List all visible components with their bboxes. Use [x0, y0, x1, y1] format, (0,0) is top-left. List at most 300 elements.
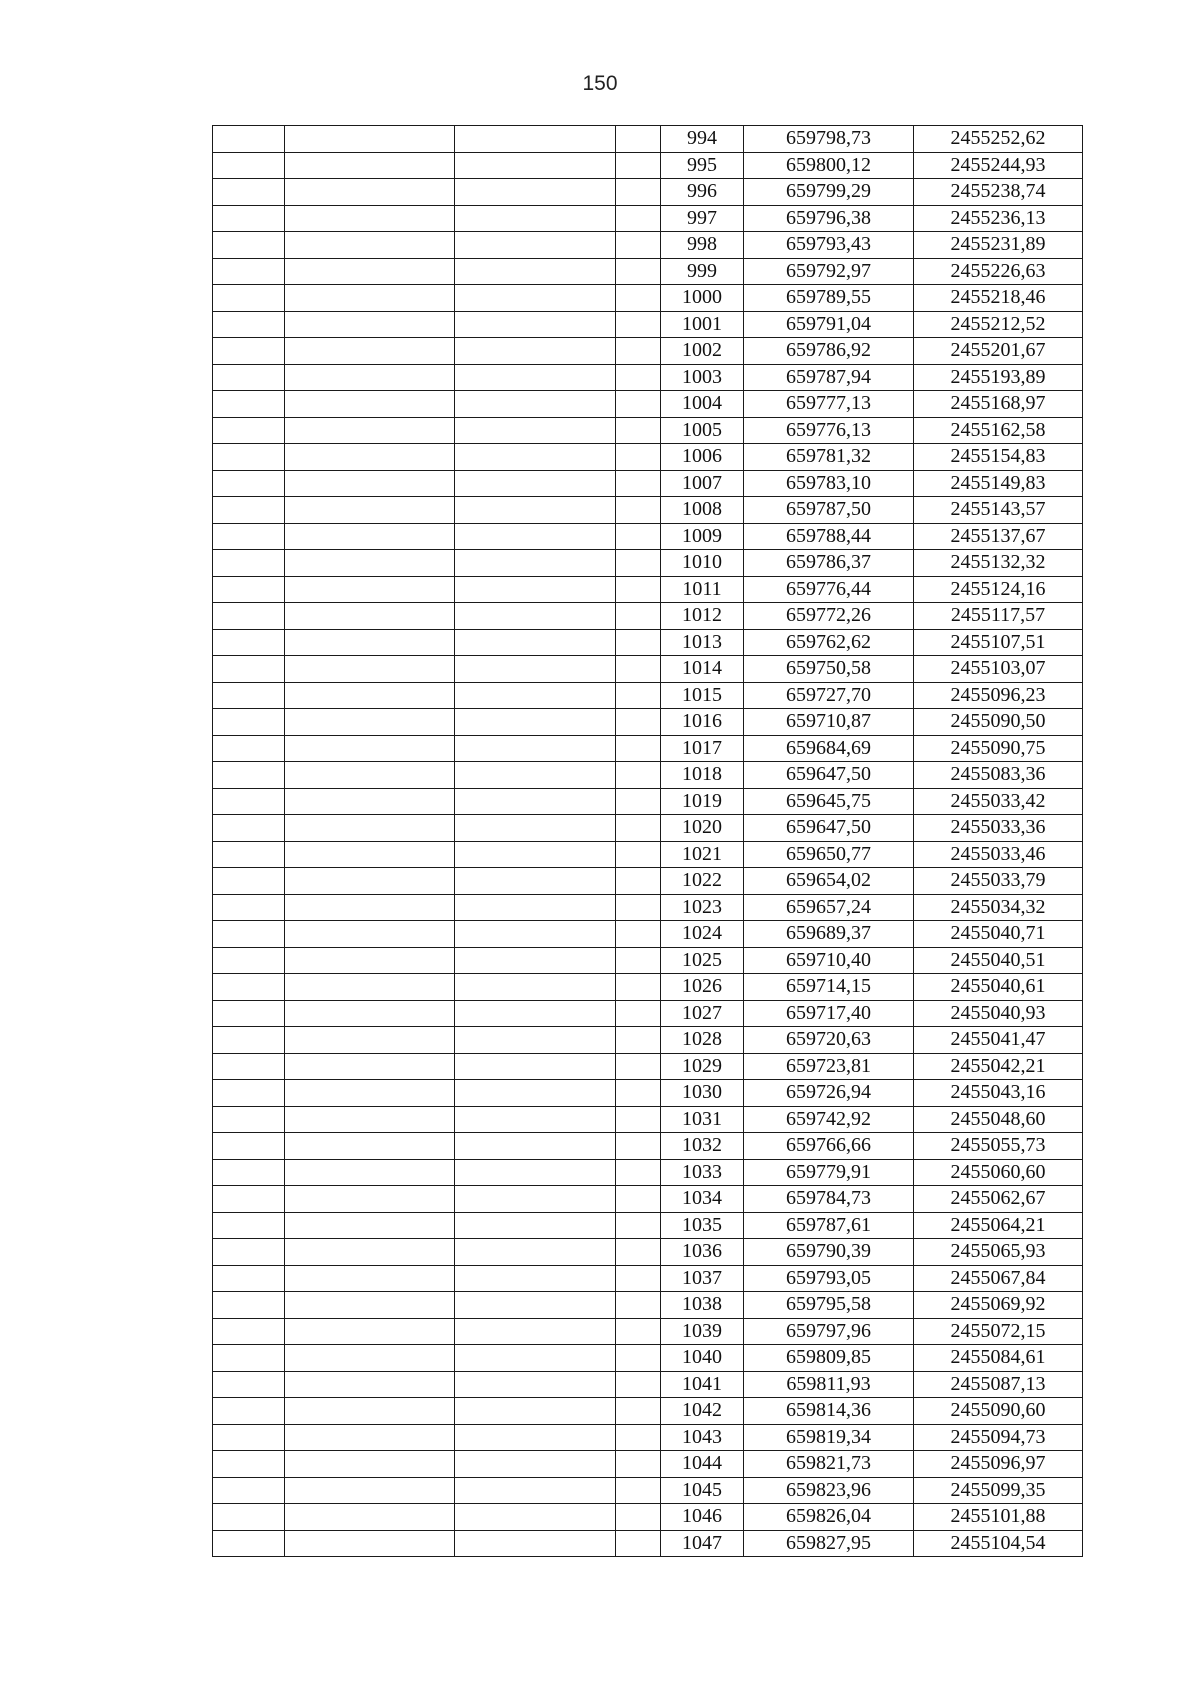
table-row [213, 735, 1083, 762]
point-number-cell: 1000 [661, 285, 744, 312]
empty-cell [213, 391, 285, 418]
empty-cell [285, 338, 455, 365]
empty-cell [616, 921, 661, 948]
point-number-cell: 1020 [661, 815, 744, 842]
empty-cell [616, 285, 661, 312]
point-number-cell: 1018 [661, 762, 744, 789]
y-coordinate-cell: 2455033,46 [914, 841, 1083, 868]
empty-cell [285, 179, 455, 206]
table-row [213, 682, 1083, 709]
table-row [213, 1398, 1083, 1425]
x-coordinate-cell: 659788,44 [744, 523, 914, 550]
point-number-cell: 1028 [661, 1027, 744, 1054]
empty-cell [213, 258, 285, 285]
empty-cell [455, 179, 616, 206]
empty-cell [285, 682, 455, 709]
empty-cell [455, 338, 616, 365]
empty-cell [285, 788, 455, 815]
empty-cell [616, 1000, 661, 1027]
empty-cell [455, 523, 616, 550]
empty-cell [285, 1027, 455, 1054]
x-coordinate-cell: 659814,36 [744, 1398, 914, 1425]
empty-cell [285, 656, 455, 683]
point-number-cell: 1012 [661, 603, 744, 630]
empty-cell [455, 550, 616, 577]
x-coordinate-cell: 659750,58 [744, 656, 914, 683]
x-coordinate-cell: 659710,87 [744, 709, 914, 736]
table-row [213, 205, 1083, 232]
empty-cell [616, 1345, 661, 1372]
x-coordinate-cell: 659727,70 [744, 682, 914, 709]
table-row [213, 1292, 1083, 1319]
point-number-cell: 1032 [661, 1133, 744, 1160]
empty-cell [455, 629, 616, 656]
x-coordinate-cell: 659714,15 [744, 974, 914, 1001]
empty-cell [285, 1292, 455, 1319]
coordinates-table [212, 125, 1083, 1557]
empty-cell [213, 1504, 285, 1531]
empty-cell [285, 417, 455, 444]
x-coordinate-cell: 659779,91 [744, 1159, 914, 1186]
empty-cell [455, 815, 616, 842]
y-coordinate-cell: 2455212,52 [914, 311, 1083, 338]
y-coordinate-cell: 2455244,93 [914, 152, 1083, 179]
empty-cell [285, 576, 455, 603]
point-number-cell: 1001 [661, 311, 744, 338]
empty-cell [616, 1504, 661, 1531]
table-row [213, 497, 1083, 524]
empty-cell [616, 1318, 661, 1345]
x-coordinate-cell: 659826,04 [744, 1504, 914, 1531]
empty-cell [616, 629, 661, 656]
empty-cell [213, 682, 285, 709]
point-number-cell: 997 [661, 205, 744, 232]
x-coordinate-cell: 659787,94 [744, 364, 914, 391]
empty-cell [455, 1424, 616, 1451]
y-coordinate-cell: 2455065,93 [914, 1239, 1083, 1266]
y-coordinate-cell: 2455096,97 [914, 1451, 1083, 1478]
x-coordinate-cell: 659766,66 [744, 1133, 914, 1160]
point-number-cell: 1025 [661, 947, 744, 974]
point-number-cell: 1015 [661, 682, 744, 709]
table-row [213, 576, 1083, 603]
empty-cell [455, 497, 616, 524]
empty-cell [616, 1080, 661, 1107]
point-number-cell: 1010 [661, 550, 744, 577]
point-number-cell: 1043 [661, 1424, 744, 1451]
empty-cell [213, 523, 285, 550]
empty-cell [455, 311, 616, 338]
y-coordinate-cell: 2455149,83 [914, 470, 1083, 497]
x-coordinate-cell: 659776,13 [744, 417, 914, 444]
empty-cell [455, 1106, 616, 1133]
empty-cell [213, 1345, 285, 1372]
y-coordinate-cell: 2455143,57 [914, 497, 1083, 524]
y-coordinate-cell: 2455099,35 [914, 1477, 1083, 1504]
y-coordinate-cell: 2455231,89 [914, 232, 1083, 259]
table-row [213, 1318, 1083, 1345]
empty-cell [616, 523, 661, 550]
empty-cell [616, 576, 661, 603]
table-row [213, 391, 1083, 418]
empty-cell [455, 682, 616, 709]
empty-cell [616, 1239, 661, 1266]
x-coordinate-cell: 659647,50 [744, 762, 914, 789]
table-row [213, 1530, 1083, 1557]
empty-cell [616, 1398, 661, 1425]
y-coordinate-cell: 2455042,21 [914, 1053, 1083, 1080]
empty-cell [213, 1027, 285, 1054]
empty-cell [213, 1530, 285, 1557]
empty-cell [455, 285, 616, 312]
y-coordinate-cell: 2455104,54 [914, 1530, 1083, 1557]
x-coordinate-cell: 659710,40 [744, 947, 914, 974]
y-coordinate-cell: 2455040,93 [914, 1000, 1083, 1027]
empty-cell [285, 1345, 455, 1372]
y-coordinate-cell: 2455040,51 [914, 947, 1083, 974]
empty-cell [455, 232, 616, 259]
table-row [213, 974, 1083, 1001]
table-row [213, 841, 1083, 868]
point-number-cell: 1026 [661, 974, 744, 1001]
point-number-cell: 1036 [661, 1239, 744, 1266]
y-coordinate-cell: 2455162,58 [914, 417, 1083, 444]
empty-cell [455, 1212, 616, 1239]
table-row [213, 1133, 1083, 1160]
table-row [213, 152, 1083, 179]
empty-cell [213, 1053, 285, 1080]
point-number-cell: 1039 [661, 1318, 744, 1345]
empty-cell [213, 1451, 285, 1478]
table-row [213, 1371, 1083, 1398]
empty-cell [213, 868, 285, 895]
empty-cell [616, 947, 661, 974]
empty-cell [285, 232, 455, 259]
table-row [213, 444, 1083, 471]
empty-cell [616, 179, 661, 206]
x-coordinate-cell: 659723,81 [744, 1053, 914, 1080]
empty-cell [455, 1292, 616, 1319]
table-row [213, 311, 1083, 338]
empty-cell [213, 1239, 285, 1266]
empty-cell [616, 841, 661, 868]
empty-cell [285, 603, 455, 630]
empty-cell [455, 1000, 616, 1027]
empty-cell [455, 735, 616, 762]
empty-cell [285, 1398, 455, 1425]
table-row [213, 417, 1083, 444]
empty-cell [213, 1106, 285, 1133]
x-coordinate-cell: 659793,05 [744, 1265, 914, 1292]
empty-cell [213, 1477, 285, 1504]
empty-cell [616, 603, 661, 630]
empty-cell [213, 1371, 285, 1398]
empty-cell [455, 1371, 616, 1398]
table-row [213, 629, 1083, 656]
point-number-cell: 1024 [661, 921, 744, 948]
y-coordinate-cell: 2455132,32 [914, 550, 1083, 577]
empty-cell [455, 788, 616, 815]
x-coordinate-cell: 659799,29 [744, 179, 914, 206]
empty-cell [213, 179, 285, 206]
x-coordinate-cell: 659684,69 [744, 735, 914, 762]
empty-cell [616, 497, 661, 524]
empty-cell [616, 1371, 661, 1398]
empty-cell [455, 841, 616, 868]
x-coordinate-cell: 659823,96 [744, 1477, 914, 1504]
empty-cell [616, 550, 661, 577]
empty-cell [285, 550, 455, 577]
empty-cell [455, 1398, 616, 1425]
empty-cell [285, 1504, 455, 1531]
x-coordinate-cell: 659792,97 [744, 258, 914, 285]
empty-cell [213, 1424, 285, 1451]
y-coordinate-cell: 2455238,74 [914, 179, 1083, 206]
page-number: 150 [582, 72, 618, 95]
empty-cell [616, 338, 661, 365]
empty-cell [455, 1451, 616, 1478]
table-row [213, 603, 1083, 630]
x-coordinate-cell: 659647,50 [744, 815, 914, 842]
point-number-cell: 995 [661, 152, 744, 179]
empty-cell [455, 894, 616, 921]
point-number-cell: 1029 [661, 1053, 744, 1080]
empty-cell [616, 1530, 661, 1557]
y-coordinate-cell: 2455043,16 [914, 1080, 1083, 1107]
table-row [213, 470, 1083, 497]
table-row [213, 1106, 1083, 1133]
table-row [213, 788, 1083, 815]
empty-cell [285, 152, 455, 179]
empty-cell [616, 974, 661, 1001]
empty-cell [285, 1186, 455, 1213]
empty-cell [285, 629, 455, 656]
empty-cell [616, 1159, 661, 1186]
empty-cell [213, 1133, 285, 1160]
empty-cell [213, 656, 285, 683]
point-number-cell: 1022 [661, 868, 744, 895]
empty-cell [285, 391, 455, 418]
empty-cell [285, 258, 455, 285]
empty-cell [213, 629, 285, 656]
empty-cell [285, 1212, 455, 1239]
empty-cell [213, 894, 285, 921]
empty-cell [455, 126, 616, 153]
point-number-cell: 1045 [661, 1477, 744, 1504]
empty-cell [213, 1265, 285, 1292]
empty-cell [455, 974, 616, 1001]
y-coordinate-cell: 2455137,67 [914, 523, 1083, 550]
empty-cell [455, 1027, 616, 1054]
empty-cell [285, 1000, 455, 1027]
x-coordinate-cell: 659811,93 [744, 1371, 914, 1398]
empty-cell [285, 841, 455, 868]
point-number-cell: 1016 [661, 709, 744, 736]
point-number-cell: 1027 [661, 1000, 744, 1027]
y-coordinate-cell: 2455168,97 [914, 391, 1083, 418]
table-row [213, 1504, 1083, 1531]
empty-cell [616, 232, 661, 259]
point-number-cell: 1006 [661, 444, 744, 471]
empty-cell [285, 735, 455, 762]
point-number-cell: 1046 [661, 1504, 744, 1531]
point-number-cell: 1042 [661, 1398, 744, 1425]
empty-cell [213, 1318, 285, 1345]
y-coordinate-cell: 2455067,84 [914, 1265, 1083, 1292]
empty-cell [616, 444, 661, 471]
empty-cell [616, 1292, 661, 1319]
empty-cell [285, 1318, 455, 1345]
empty-cell [213, 815, 285, 842]
empty-cell [455, 444, 616, 471]
y-coordinate-cell: 2455083,36 [914, 762, 1083, 789]
point-number-cell: 996 [661, 179, 744, 206]
point-number-cell: 1003 [661, 364, 744, 391]
x-coordinate-cell: 659827,95 [744, 1530, 914, 1557]
y-coordinate-cell: 2455041,47 [914, 1027, 1083, 1054]
point-number-cell: 1008 [661, 497, 744, 524]
empty-cell [616, 762, 661, 789]
x-coordinate-cell: 659784,73 [744, 1186, 914, 1213]
empty-cell [213, 205, 285, 232]
y-coordinate-cell: 2455048,60 [914, 1106, 1083, 1133]
empty-cell [616, 894, 661, 921]
x-coordinate-cell: 659781,32 [744, 444, 914, 471]
empty-cell [455, 1080, 616, 1107]
point-number-cell: 999 [661, 258, 744, 285]
empty-cell [213, 576, 285, 603]
table-row [213, 1000, 1083, 1027]
table-row [213, 894, 1083, 921]
table-row [213, 1186, 1083, 1213]
empty-cell [455, 1239, 616, 1266]
point-number-cell: 1030 [661, 1080, 744, 1107]
empty-cell [285, 815, 455, 842]
x-coordinate-cell: 659821,73 [744, 1451, 914, 1478]
empty-cell [213, 603, 285, 630]
empty-cell [455, 1133, 616, 1160]
empty-cell [285, 1530, 455, 1557]
empty-cell [455, 603, 616, 630]
table-row [213, 285, 1083, 312]
y-coordinate-cell: 2455103,07 [914, 656, 1083, 683]
empty-cell [213, 1212, 285, 1239]
x-coordinate-cell: 659796,38 [744, 205, 914, 232]
y-coordinate-cell: 2455101,88 [914, 1504, 1083, 1531]
empty-cell [616, 1212, 661, 1239]
empty-cell [285, 126, 455, 153]
empty-cell [455, 258, 616, 285]
y-coordinate-cell: 2455055,73 [914, 1133, 1083, 1160]
point-number-cell: 1014 [661, 656, 744, 683]
empty-cell [213, 1080, 285, 1107]
empty-cell [285, 364, 455, 391]
point-number-cell: 998 [661, 232, 744, 259]
empty-cell [285, 1239, 455, 1266]
table-row [213, 762, 1083, 789]
empty-cell [616, 1265, 661, 1292]
point-number-cell: 1009 [661, 523, 744, 550]
point-number-cell: 1002 [661, 338, 744, 365]
table-row [213, 126, 1083, 153]
empty-cell [455, 1504, 616, 1531]
x-coordinate-cell: 659787,50 [744, 497, 914, 524]
y-coordinate-cell: 2455062,67 [914, 1186, 1083, 1213]
x-coordinate-cell: 659654,02 [744, 868, 914, 895]
table-row [213, 1159, 1083, 1186]
y-coordinate-cell: 2455084,61 [914, 1345, 1083, 1372]
empty-cell [455, 364, 616, 391]
point-number-cell: 1023 [661, 894, 744, 921]
x-coordinate-cell: 659783,10 [744, 470, 914, 497]
y-coordinate-cell: 2455064,21 [914, 1212, 1083, 1239]
table-row [213, 947, 1083, 974]
empty-cell [285, 1371, 455, 1398]
empty-cell [285, 1159, 455, 1186]
empty-cell [616, 364, 661, 391]
x-coordinate-cell: 659791,04 [744, 311, 914, 338]
empty-cell [616, 1451, 661, 1478]
empty-cell [616, 815, 661, 842]
empty-cell [455, 1053, 616, 1080]
x-coordinate-cell: 659742,92 [744, 1106, 914, 1133]
table-row [213, 1477, 1083, 1504]
y-coordinate-cell: 2455090,50 [914, 709, 1083, 736]
empty-cell [213, 417, 285, 444]
empty-cell [285, 1080, 455, 1107]
empty-cell [455, 470, 616, 497]
empty-cell [616, 735, 661, 762]
empty-cell [616, 258, 661, 285]
table-row [213, 338, 1083, 365]
empty-cell [285, 974, 455, 1001]
table-row [213, 1265, 1083, 1292]
x-coordinate-cell: 659787,61 [744, 1212, 914, 1239]
x-coordinate-cell: 659777,13 [744, 391, 914, 418]
empty-cell [285, 497, 455, 524]
x-coordinate-cell: 659726,94 [744, 1080, 914, 1107]
point-number-cell: 1004 [661, 391, 744, 418]
point-number-cell: 1041 [661, 1371, 744, 1398]
y-coordinate-cell: 2455252,62 [914, 126, 1083, 153]
empty-cell [213, 338, 285, 365]
empty-cell [213, 232, 285, 259]
x-coordinate-cell: 659645,75 [744, 788, 914, 815]
empty-cell [455, 205, 616, 232]
empty-cell [213, 285, 285, 312]
x-coordinate-cell: 659795,58 [744, 1292, 914, 1319]
table-row [213, 709, 1083, 736]
empty-cell [285, 1451, 455, 1478]
empty-cell [285, 1106, 455, 1133]
y-coordinate-cell: 2455040,71 [914, 921, 1083, 948]
table-row [213, 1239, 1083, 1266]
empty-cell [455, 1477, 616, 1504]
table-row [213, 1451, 1083, 1478]
empty-cell [285, 311, 455, 338]
empty-cell [213, 152, 285, 179]
y-coordinate-cell: 2455034,32 [914, 894, 1083, 921]
empty-cell [616, 1424, 661, 1451]
y-coordinate-cell: 2455201,67 [914, 338, 1083, 365]
empty-cell [285, 894, 455, 921]
x-coordinate-cell: 659789,55 [744, 285, 914, 312]
empty-cell [455, 1345, 616, 1372]
empty-cell [455, 656, 616, 683]
empty-cell [616, 417, 661, 444]
empty-cell [285, 1133, 455, 1160]
empty-cell [616, 788, 661, 815]
